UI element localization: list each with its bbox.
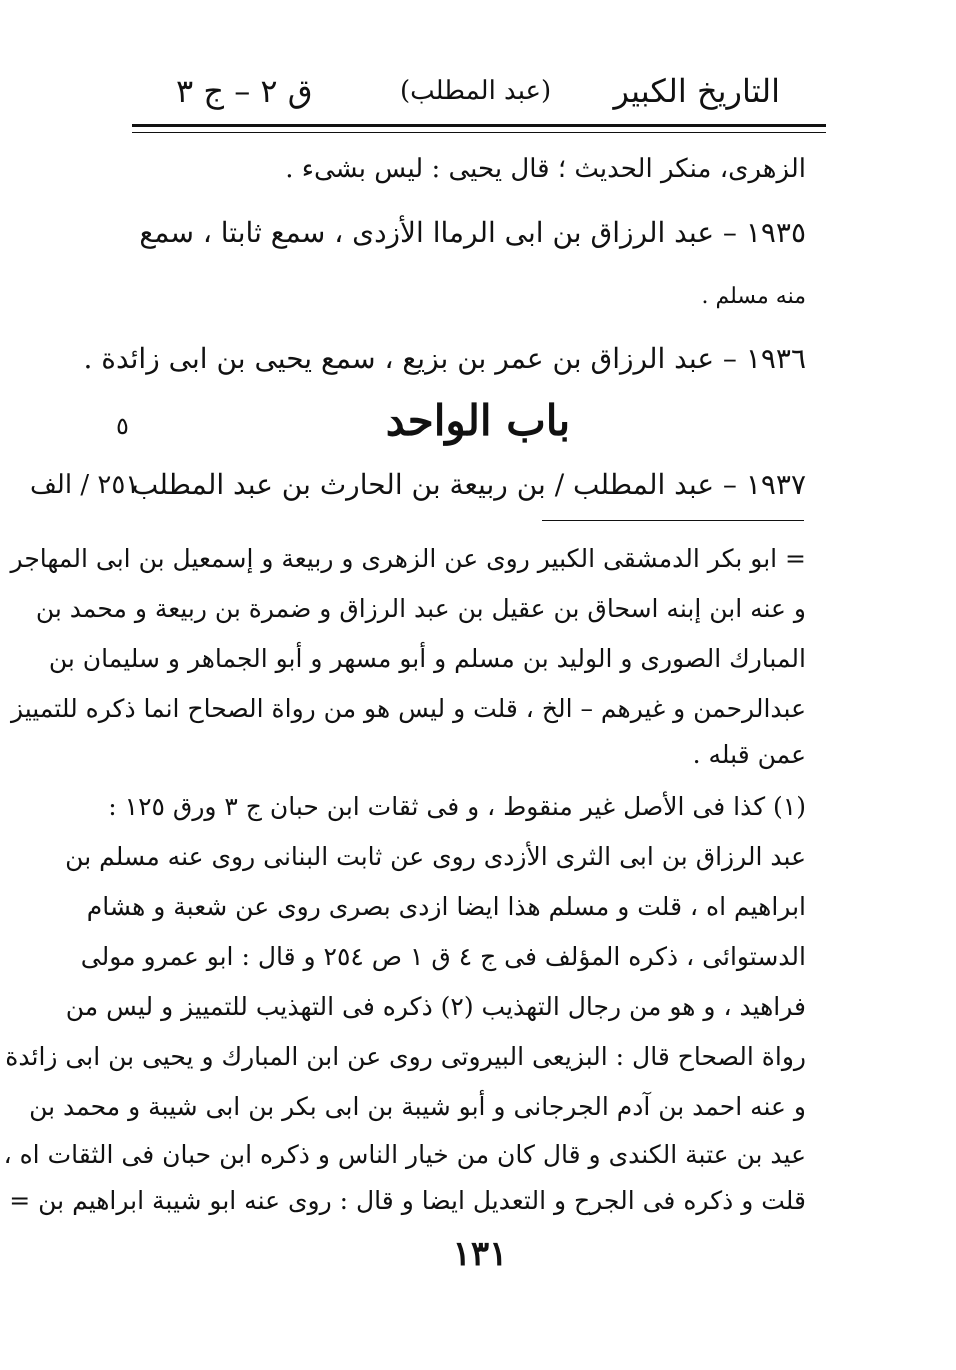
margin-line-number: ٥ <box>116 412 129 440</box>
running-title: التاريخ الكبير <box>613 72 780 110</box>
entry-1935-continuation: منه مسلم . <box>701 284 806 309</box>
footnote-2-line: رواة الصحاح قال : البزيعى البيروتى روى عن ابن المبارك و يحيى بن ابى زائدة <box>5 1042 806 1071</box>
footnote-1-line: عبد الرزاق بن ابى الثرى الأزدى روى عن ثابت البنانى روى عنه مسلم بن <box>65 842 806 871</box>
footnote-1-line: الدستوائى ، ذكره المؤلف فى ج ٤ ق ١ ص ٢٥٤ و قال : ابو عمرو مولى <box>80 942 806 971</box>
footnote-2-line: قلت و ذكره فى الجرح و التعديل ايضا و قال : روى عنه ابو شيبة ابراهيم بن = <box>9 1186 806 1215</box>
footnote-line: و عنه ابن إبنه اسحاق بن عقيل بن عبد الرزاق و ضمرة بن ربيعة و محمد بن <box>35 594 806 623</box>
page-number: ١٣١ <box>452 1234 508 1274</box>
footnote-separator <box>542 520 804 521</box>
footnote-line: المبارك الصورى و الوليد بن مسلم و أبو مسهر و أبو الجماهر و سليمان بن <box>48 644 806 673</box>
entry-1937: ١٩٣٧ – عبد المطلب / بن ربيعة بن الحارث بن عبد المطلب <box>131 468 806 501</box>
running-section: (عبد المطلب) <box>400 76 552 106</box>
entry-1935: ١٩٣٥ – عبد الرزاق بن ابى الرماا الأزدى ، سمع ثابتا ، سمع <box>139 216 806 249</box>
footnote-2-line: و عنه احمد بن آدم الجرجانى و أبو شيبة بن ابى بكر بن ابى شيبة و محمد بن <box>29 1092 806 1121</box>
footnote-line: = ابو بكر الدمشقى الكبير روى عن الزهرى و ربيعة و إسمعيل بن ابى المهاجر <box>10 544 806 573</box>
footnote-1-line: فراهيد ، و هو من رجال التهذيب (٢) ذكره فى التهذيب للتمييز و ليس من <box>65 992 806 1021</box>
text-line-continuation: الزهرى، منكر الحديث ؛ قال يحيى : ليس بشىء . <box>285 154 806 184</box>
running-volume: ق ٢ – ج ٣ <box>176 72 313 110</box>
chapter-heading: باب الواحد <box>385 396 571 445</box>
footnote-line: عبدالرحمن و غيرهم – الخ ، قلت و ليس هو من رواة الصحاح انما ذكره للتمييز <box>10 694 806 723</box>
footnote-line: عمن قبله . <box>692 740 806 769</box>
footnote-1-line: ابراهيم اه ، قلت و مسلم هذا ايضا ازدى بصرى روى عن شعبة و هشام <box>86 892 806 921</box>
footnote-2-line: عيد بن عتبة الكندى و قال كان من خيار الناس و ذكره ابن حبان فى الثقات اه ، <box>3 1140 806 1169</box>
header-rule-thick <box>132 124 826 127</box>
margin-folio-reference: ٢٥١ / الف <box>30 470 140 500</box>
entry-1936: ١٩٣٦ – عبد الرزاق بن عمر بن بزيع ، سمع يحيى بن ابى زائدة . <box>83 342 806 375</box>
footnote-1-line: (١) كذا فى الأصل غير منقوط ، و فى ثقات ابن حبان ج ٣ ورق ١٢٥ : <box>108 792 806 821</box>
header-rule-thin <box>132 132 826 133</box>
